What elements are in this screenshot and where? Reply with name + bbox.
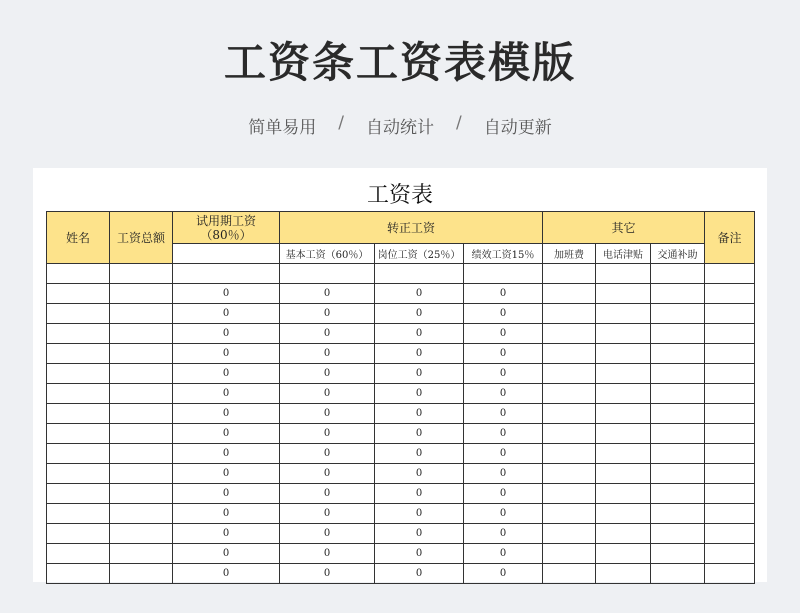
cell-basic[interactable]: 0 xyxy=(280,444,375,464)
cell-phone[interactable] xyxy=(596,344,651,364)
probation-percent: （80％） xyxy=(200,227,252,242)
cell-total[interactable] xyxy=(110,404,173,424)
cell-remark[interactable] xyxy=(705,324,755,344)
cell-perf[interactable]: 0 xyxy=(464,564,543,584)
cell-name[interactable] xyxy=(47,424,110,444)
cell-overtime[interactable] xyxy=(543,424,596,444)
col-header-regular: 转正工资 xyxy=(280,212,543,244)
cell-total[interactable] xyxy=(110,284,173,304)
cell-basic[interactable]: 0 xyxy=(280,484,375,504)
cell-total[interactable] xyxy=(110,324,173,344)
cell-basic[interactable]: 0 xyxy=(280,304,375,324)
separator: / xyxy=(456,113,462,133)
cell-probation[interactable]: 0 xyxy=(173,424,280,444)
cell-post[interactable]: 0 xyxy=(375,484,464,504)
cell-total[interactable] xyxy=(110,564,173,584)
table-row xyxy=(47,424,755,444)
cell-probation[interactable] xyxy=(173,264,280,284)
cell-overtime[interactable] xyxy=(543,404,596,424)
table-row xyxy=(47,384,755,404)
cell-transport[interactable] xyxy=(651,424,705,444)
cell-post[interactable]: 0 xyxy=(375,564,464,584)
cell-overtime[interactable] xyxy=(543,344,596,364)
cell-probation[interactable]: 0 xyxy=(173,544,280,564)
cell-perf[interactable]: 0 xyxy=(464,524,543,544)
feature-easy: 简单易用 xyxy=(248,118,317,138)
cell-probation[interactable]: 0 xyxy=(173,484,280,504)
cell-transport[interactable] xyxy=(651,284,705,304)
cell-probation[interactable]: 0 xyxy=(173,364,280,384)
cell-remark[interactable] xyxy=(705,564,755,584)
cell-post[interactable]: 0 xyxy=(375,304,464,324)
cell-basic[interactable]: 0 xyxy=(280,324,375,344)
cell-post[interactable]: 0 xyxy=(375,544,464,564)
cell-phone[interactable] xyxy=(596,464,651,484)
col-header-probation xyxy=(173,212,280,244)
cell-perf[interactable]: 0 xyxy=(464,544,543,564)
cell-perf[interactable]: 0 xyxy=(464,444,543,464)
cell-perf[interactable]: 0 xyxy=(464,324,543,344)
cell-perf[interactable]: 0 xyxy=(464,364,543,384)
separator: / xyxy=(338,113,344,133)
cell-post[interactable]: 0 xyxy=(375,384,464,404)
cell-basic[interactable] xyxy=(280,264,375,284)
cell-total[interactable] xyxy=(110,524,173,544)
cell-name[interactable] xyxy=(47,364,110,384)
cell-transport[interactable] xyxy=(651,404,705,424)
cell-post[interactable]: 0 xyxy=(375,464,464,484)
table-row xyxy=(47,524,755,544)
cell-phone[interactable] xyxy=(596,364,651,384)
cell-basic[interactable]: 0 xyxy=(280,404,375,424)
cell-total[interactable] xyxy=(110,544,173,564)
cell-name[interactable] xyxy=(47,304,110,324)
cell-remark[interactable] xyxy=(705,364,755,384)
cell-phone[interactable] xyxy=(596,564,651,584)
cell-remark[interactable] xyxy=(705,484,755,504)
cell-perf[interactable]: 0 xyxy=(464,344,543,364)
cell-perf[interactable]: 0 xyxy=(464,484,543,504)
cell-phone[interactable] xyxy=(596,264,651,284)
cell-overtime[interactable] xyxy=(543,264,596,284)
cell-probation[interactable]: 0 xyxy=(173,344,280,364)
cell-probation[interactable]: 0 xyxy=(173,324,280,344)
cell-transport[interactable] xyxy=(651,524,705,544)
col-header-name: 姓名 xyxy=(47,212,110,264)
col-header-other: 其它 xyxy=(543,212,705,244)
cell-transport[interactable] xyxy=(651,344,705,364)
table-row xyxy=(47,464,755,484)
cell-phone[interactable] xyxy=(596,384,651,404)
cell-basic[interactable]: 0 xyxy=(280,544,375,564)
cell-name[interactable] xyxy=(47,524,110,544)
col-header-remark: 备注 xyxy=(705,212,755,264)
cell-probation[interactable]: 0 xyxy=(173,404,280,424)
cell-overtime[interactable] xyxy=(543,544,596,564)
cell-perf[interactable]: 0 xyxy=(464,404,543,424)
cell-phone[interactable] xyxy=(596,324,651,344)
cell-probation[interactable]: 0 xyxy=(173,284,280,304)
feature-auto-stats: 自动统计 xyxy=(366,118,434,138)
sub-header-blank xyxy=(173,244,280,264)
cell-probation[interactable]: 0 xyxy=(173,444,280,464)
cell-remark[interactable] xyxy=(705,344,755,364)
cell-name[interactable] xyxy=(47,264,110,284)
cell-transport[interactable] xyxy=(651,364,705,384)
cell-name[interactable] xyxy=(47,284,110,304)
sub-header-overtime: 加班费 xyxy=(543,244,596,264)
cell-basic[interactable]: 0 xyxy=(280,284,375,304)
cell-basic[interactable]: 0 xyxy=(280,464,375,484)
cell-basic[interactable]: 0 xyxy=(280,564,375,584)
table-row xyxy=(47,404,755,424)
cell-post[interactable]: 0 xyxy=(375,404,464,424)
cell-post[interactable]: 0 xyxy=(375,424,464,444)
cell-name[interactable] xyxy=(47,324,110,344)
cell-total[interactable] xyxy=(110,484,173,504)
sub-header-phone: 电话津贴 xyxy=(596,244,651,264)
cell-basic[interactable]: 0 xyxy=(280,424,375,444)
cell-post[interactable]: 0 xyxy=(375,444,464,464)
cell-overtime[interactable] xyxy=(543,364,596,384)
cell-name[interactable] xyxy=(47,344,110,364)
cell-remark[interactable] xyxy=(705,524,755,544)
cell-name[interactable] xyxy=(47,404,110,424)
cell-remark[interactable] xyxy=(705,424,755,444)
cell-total[interactable] xyxy=(110,264,173,284)
table-row xyxy=(47,564,755,584)
cell-basic[interactable]: 0 xyxy=(280,344,375,364)
cell-post[interactable]: 0 xyxy=(375,324,464,344)
cell-probation[interactable]: 0 xyxy=(173,464,280,484)
cell-remark[interactable] xyxy=(705,284,755,304)
cell-perf[interactable]: 0 xyxy=(464,424,543,444)
cell-probation[interactable]: 0 xyxy=(173,304,280,324)
cell-basic[interactable]: 0 xyxy=(280,384,375,404)
cell-name[interactable] xyxy=(47,464,110,484)
cell-overtime[interactable] xyxy=(543,444,596,464)
cell-name[interactable] xyxy=(47,504,110,524)
cell-total[interactable] xyxy=(110,384,173,404)
cell-perf[interactable]: 0 xyxy=(464,504,543,524)
cell-transport[interactable] xyxy=(651,444,705,464)
cell-transport[interactable] xyxy=(651,564,705,584)
sub-header-transport: 交通补助 xyxy=(651,244,705,264)
cell-remark[interactable] xyxy=(705,404,755,424)
cell-overtime[interactable] xyxy=(543,504,596,524)
table-row xyxy=(47,444,755,464)
cell-remark[interactable] xyxy=(705,264,755,284)
cell-phone[interactable] xyxy=(596,484,651,504)
cell-remark[interactable] xyxy=(705,544,755,564)
cell-phone[interactable] xyxy=(596,504,651,524)
cell-phone[interactable] xyxy=(596,284,651,304)
cell-name[interactable] xyxy=(47,544,110,564)
feature-auto-update: 自动更新 xyxy=(483,118,552,138)
cell-post[interactable]: 0 xyxy=(375,344,464,364)
col-header-total: 工资总额 xyxy=(110,212,173,264)
cell-total[interactable] xyxy=(110,504,173,524)
cell-total[interactable] xyxy=(110,424,173,444)
cell-basic[interactable]: 0 xyxy=(280,504,375,524)
cell-post[interactable]: 0 xyxy=(375,504,464,524)
cell-transport[interactable] xyxy=(651,324,705,344)
cell-name[interactable] xyxy=(47,564,110,584)
table-row xyxy=(47,324,755,344)
cell-basic[interactable]: 0 xyxy=(280,364,375,384)
cell-transport[interactable] xyxy=(651,304,705,324)
cell-post[interactable]: 0 xyxy=(375,284,464,304)
cell-remark[interactable] xyxy=(705,384,755,404)
cell-overtime[interactable] xyxy=(543,484,596,504)
cell-phone[interactable] xyxy=(596,404,651,424)
cell-transport[interactable] xyxy=(651,384,705,404)
cell-name[interactable] xyxy=(47,444,110,464)
cell-remark[interactable] xyxy=(705,444,755,464)
cell-remark[interactable] xyxy=(705,304,755,324)
cell-transport[interactable] xyxy=(651,544,705,564)
table-row xyxy=(47,264,755,284)
cell-probation[interactable]: 0 xyxy=(173,504,280,524)
cell-basic[interactable]: 0 xyxy=(280,524,375,544)
cell-transport[interactable] xyxy=(651,464,705,484)
cell-name[interactable] xyxy=(47,384,110,404)
table-row xyxy=(47,544,755,564)
table-row xyxy=(47,364,755,384)
salary-table xyxy=(46,211,755,584)
cell-perf[interactable]: 0 xyxy=(464,284,543,304)
feature-list xyxy=(0,113,800,138)
cell-perf[interactable]: 0 xyxy=(464,384,543,404)
sheet-title: 工资表 xyxy=(366,183,433,208)
sub-header-perf: 绩效工资15％ xyxy=(464,244,543,264)
cell-probation[interactable]: 0 xyxy=(173,524,280,544)
cell-remark[interactable] xyxy=(705,464,755,484)
cell-total[interactable] xyxy=(110,364,173,384)
table-row xyxy=(47,304,755,324)
table-row xyxy=(47,504,755,524)
table-row xyxy=(47,484,755,504)
cell-overtime[interactable] xyxy=(543,384,596,404)
cell-overtime[interactable] xyxy=(543,304,596,324)
cell-probation[interactable]: 0 xyxy=(173,384,280,404)
cell-perf[interactable] xyxy=(464,264,543,284)
sub-header-post: 岗位工资（25％） xyxy=(375,244,464,264)
cell-overtime[interactable] xyxy=(543,284,596,304)
cell-total[interactable] xyxy=(110,304,173,324)
table-body xyxy=(47,264,755,584)
cell-overtime[interactable] xyxy=(543,324,596,344)
cell-phone[interactable] xyxy=(596,304,651,324)
cell-probation[interactable]: 0 xyxy=(173,564,280,584)
cell-name[interactable] xyxy=(47,484,110,504)
cell-remark[interactable] xyxy=(705,504,755,524)
cell-phone[interactable] xyxy=(596,424,651,444)
cell-transport[interactable] xyxy=(651,484,705,504)
table-row xyxy=(47,284,755,304)
cell-post[interactable]: 0 xyxy=(375,524,464,544)
cell-post[interactable] xyxy=(375,264,464,284)
cell-post[interactable]: 0 xyxy=(375,364,464,384)
cell-total[interactable] xyxy=(110,444,173,464)
sub-header-basic: 基本工资（60％） xyxy=(280,244,375,264)
spreadsheet-preview xyxy=(33,168,767,582)
cell-transport[interactable] xyxy=(651,264,705,284)
cell-total[interactable] xyxy=(110,464,173,484)
table-row xyxy=(47,344,755,364)
cell-overtime[interactable] xyxy=(543,524,596,544)
page-title: 工资条工资表模版 xyxy=(223,38,576,87)
cell-perf[interactable]: 0 xyxy=(464,304,543,324)
cell-transport[interactable] xyxy=(651,504,705,524)
cell-phone[interactable] xyxy=(596,524,651,544)
cell-phone[interactable] xyxy=(596,444,651,464)
cell-overtime[interactable] xyxy=(543,464,596,484)
cell-perf[interactable]: 0 xyxy=(464,464,543,484)
cell-phone[interactable] xyxy=(596,544,651,564)
cell-total[interactable] xyxy=(110,344,173,364)
cell-overtime[interactable] xyxy=(543,564,596,584)
probation-label: 试用期工资 xyxy=(195,213,256,228)
